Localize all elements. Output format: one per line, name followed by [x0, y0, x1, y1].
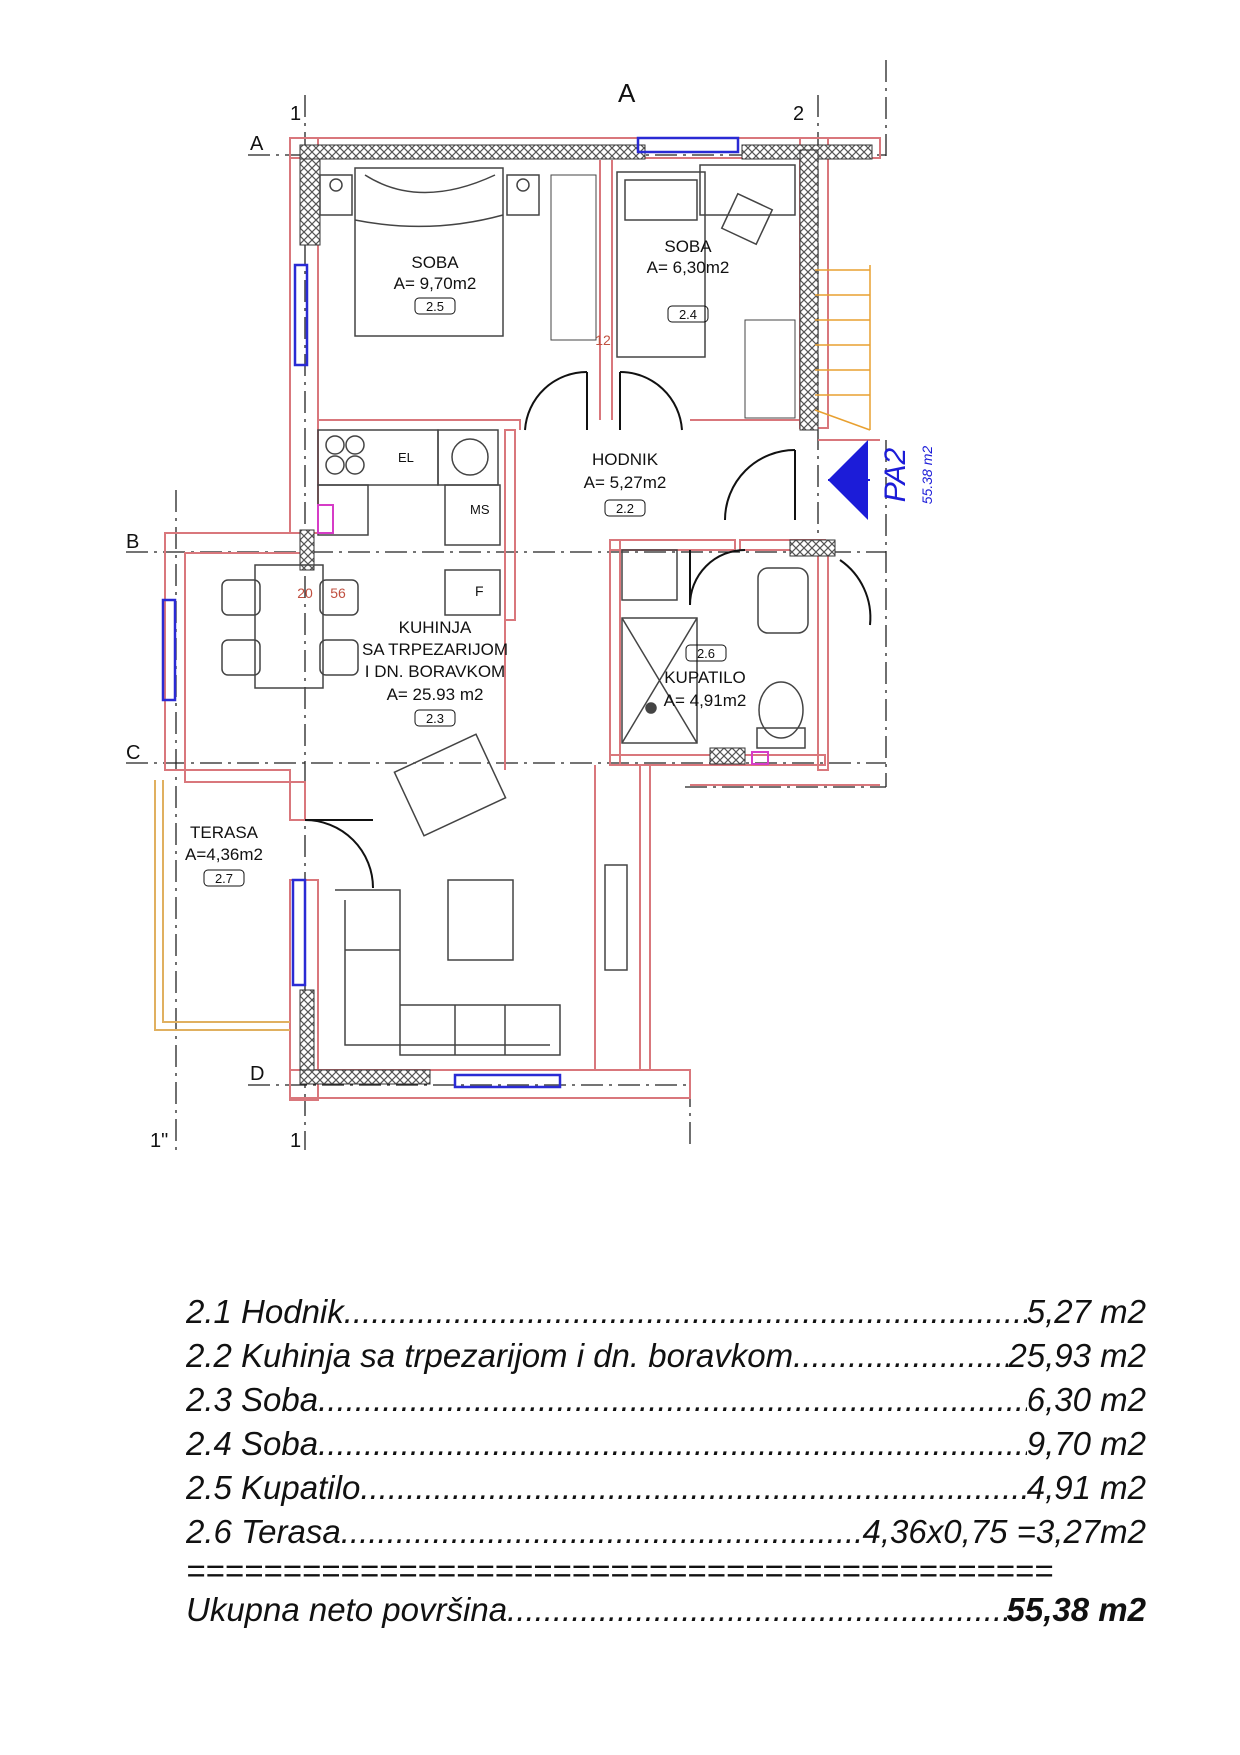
room-kuhinja-tag: 2.3: [425, 711, 445, 726]
axis-label-top-2: 2: [793, 103, 805, 125]
room-terasa-name: TERASA: [189, 823, 259, 842]
leader-dots: [507, 1588, 1007, 1632]
room-terasa-tag: 2.7: [214, 871, 234, 886]
room-kupatilo-area: A= 4,91m2: [663, 691, 747, 710]
schedule-row: [186, 1510, 1146, 1554]
terrace-outline: [155, 780, 290, 1030]
total-label: Ukupna neto površina: [186, 1591, 508, 1628]
total-value: 55,38 m2: [1006, 1591, 1146, 1628]
schedule-row-name: 2.6 Terasa: [186, 1513, 341, 1550]
room-kuhinja-area: A= 25.93 m2: [386, 685, 484, 704]
unit-code: PA2: [879, 447, 912, 503]
schedule-row-value: 4,91 m2: [1026, 1469, 1146, 1506]
schedule-row-value: 5,27 m2: [1026, 1293, 1146, 1330]
living-furniture: [335, 734, 627, 1055]
room-hodnik-area: A= 5,27m2: [583, 473, 667, 492]
schedule-rows: [186, 1290, 1146, 1554]
room-soba-big-area: A= 9,70m2: [393, 274, 477, 293]
schedule-row-name: 2.1 Hodnik: [186, 1293, 344, 1330]
unit-area: 55.38 m2: [919, 445, 935, 505]
room-kupatilo-tag: 2.6: [696, 646, 716, 661]
room-soba-big-tag: 2.5: [425, 299, 445, 314]
schedule-separator: =============================================: [186, 1554, 1054, 1588]
schedule-row-name: 2.5 Kupatilo: [186, 1469, 361, 1506]
label-f: F: [475, 583, 484, 599]
axis-label-bottom-1a: 1": [150, 1130, 169, 1152]
room-kuhinja-line1: KUHINJA: [398, 618, 472, 637]
room-kuhinja-line3: I DN. BORAVKOM: [364, 662, 506, 681]
leader-dots: [793, 1334, 1008, 1378]
schedule-row: [186, 1290, 1146, 1334]
room-hodnik-name: HODNIK: [591, 450, 659, 469]
hatched-walls: [300, 145, 872, 1084]
schedule-row-value: 9,70 m2: [1026, 1425, 1146, 1462]
axis-label-top-1: 1: [290, 103, 302, 125]
desk-chair: [700, 165, 795, 244]
schedule-row: [186, 1378, 1146, 1422]
schedule-row-value: 25,93 m2: [1008, 1337, 1146, 1374]
schedule-row-value: 4,36x0,75 =3,27m2: [862, 1513, 1146, 1550]
unit-marker: [828, 440, 870, 520]
leader-dots: [318, 1422, 1027, 1466]
dim-12: 12: [595, 332, 611, 348]
room-soba-small-name: SOBA: [664, 237, 712, 256]
area-schedule: [186, 1290, 1146, 1632]
dining-table: [222, 565, 358, 688]
leader-dots: [344, 1290, 1027, 1334]
leader-dots: [318, 1378, 1027, 1422]
room-soba-big-name: SOBA: [411, 253, 459, 272]
axis-label-c: C: [126, 742, 141, 764]
schedule-row-name: 2.4 Soba: [186, 1425, 319, 1462]
schedule-row: [186, 1466, 1146, 1510]
dim-56: 56: [330, 585, 346, 601]
axis-label-d: D: [250, 1063, 265, 1085]
doors: [305, 372, 870, 888]
walls: [165, 138, 880, 1100]
axis-label-b: B: [126, 531, 140, 553]
room-terasa-area: A=4,36m2: [185, 845, 263, 864]
schedule-row-name: 2.2 Kuhinja sa trpezarijom i dn. boravkom: [186, 1337, 794, 1374]
schedule-row: [186, 1422, 1146, 1466]
room-hodnik-tag: 2.2: [615, 501, 635, 516]
installation-marks: [318, 505, 768, 764]
leader-dots: [341, 1510, 863, 1554]
axis-label-a: A: [250, 133, 264, 155]
room-soba-small-tag: 2.4: [678, 307, 698, 322]
leader-dots: [360, 1466, 1026, 1510]
room-kuhinja-line2: SA TRPEZARIJOM: [361, 640, 509, 659]
staircase: [815, 265, 870, 430]
axis-label-top-a: A: [618, 78, 636, 108]
room-soba-small-area: A= 6,30m2: [646, 258, 730, 277]
schedule-row-value: 6,30 m2: [1026, 1381, 1146, 1418]
label-ms: MS: [470, 502, 490, 517]
room-kupatilo-name: KUPATILO: [664, 668, 746, 687]
schedule-total-row: [186, 1588, 1146, 1632]
schedule-row-name: 2.3 Soba: [186, 1381, 319, 1418]
axis-label-bottom-1: 1: [290, 1130, 302, 1152]
label-el: EL: [398, 450, 414, 465]
schedule-row: [186, 1334, 1146, 1378]
dim-20: 20: [297, 585, 313, 601]
